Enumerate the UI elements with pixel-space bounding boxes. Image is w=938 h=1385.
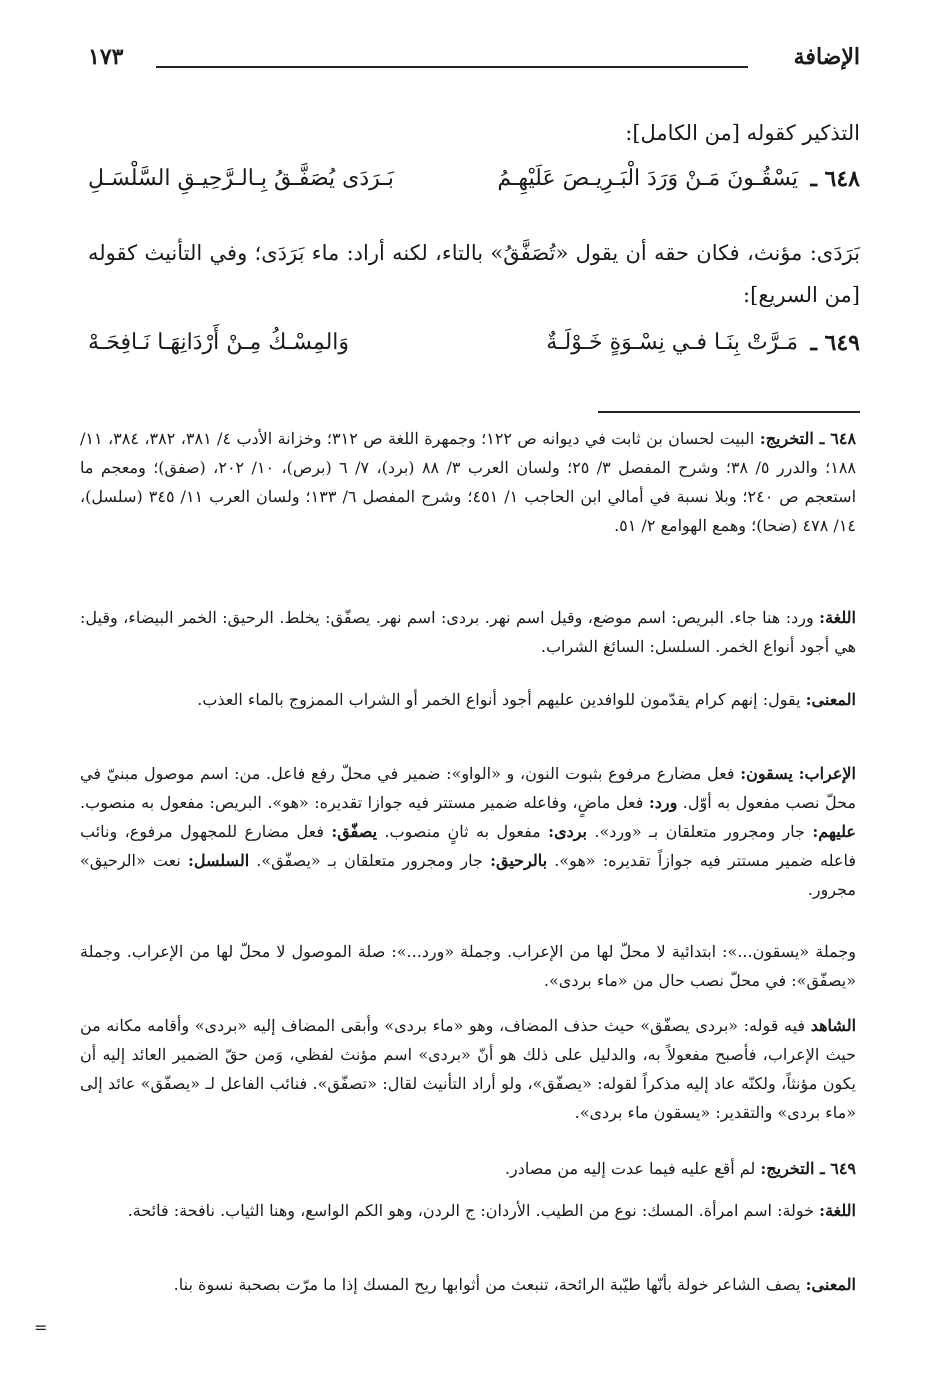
verse-number: ٦٤٩ ـ xyxy=(810,330,860,356)
footnote-label: الشاهد xyxy=(810,1016,857,1035)
intro-masculine: التذكير كقوله [من الكامل]: xyxy=(625,121,860,145)
verse-number: ٦٤٨ ـ xyxy=(810,166,860,192)
irab-term: بردى: xyxy=(548,822,587,841)
footnote-label: المعنى: xyxy=(805,1275,856,1294)
irab-term: يسقون: xyxy=(740,764,793,783)
irab-text: نعت «الرحيق» مجرور. xyxy=(80,851,856,899)
page-number: ١٧٣ xyxy=(88,44,124,70)
footnote-jumla: وجملة «يسقون...»: ابتدائية لا محلّ لها من الإعراب. وجملة «ورد...»: صلة الموصول لا محلّ لها من الإعراب. وجملة «يصفّق»: في محلّ نصب حال من «ماء بردى». xyxy=(80,942,856,990)
footnote-irab xyxy=(80,759,856,904)
margin-mark: = xyxy=(34,1318,48,1337)
footnote-text: فيه قوله: «بردى يصفّق» حيث حذف المضاف، وهو «ماء بردى» وأبقى المضاف إليه «بردى» وأقامه مكانه من حيث الإعراب، فأصبح مفعولاً به، والدليل على ذلك هو أنّ «بردى» اسم مؤنث لفظي، وَمن حقّ الضمير العائد إليه أن يكون مؤنثاً، ولكنّه عاد إليه مذكراً لقوله: «يصفّق»، ولو أراد التأنيث لقال: «تصفّق». فنائب الفاعل لـ «يصفّق» عائد إلى «ماء بردى» والتقدير: «يسقون ماء بردى». xyxy=(80,1016,856,1122)
irab-term: السلسل: xyxy=(187,851,250,870)
irab-term: ورد: xyxy=(648,793,678,812)
irab-text: فعل مضارع مرفوع بثبوت النون، و «الواو»: ضمير في محلّ رفع فاعل. من: اسم موصول مبنيّ في محلّ نصب مفعول به أوّل. xyxy=(80,764,856,812)
chapter-title: الإضافة xyxy=(793,44,860,70)
footnote-label: ٦٤٨ ـ التخريج: xyxy=(759,429,857,448)
footnote-mana-648 xyxy=(80,685,856,714)
footnote-text: ورد: هنا جاء. البريص: اسم موضع، وقيل اسم نهر. بردى: اسم نهر. يصفّق: يخلط. الرحيق: الخمر البيضاء، وقيل: هي أجود أنواع الخمر. السلسل: السائغ الشراب. xyxy=(80,608,856,656)
footnote-shahid xyxy=(80,1011,856,1127)
irab-text: جار ومجرور متعلقان بـ «ورد». xyxy=(594,822,805,841)
footnote-takhrij-649 xyxy=(80,1154,856,1183)
verse-hemistich-first: يَسْقُـونَ مَـنْ وَرَدَ الْبَـرِيـصَ عَلَيْهِـمُ xyxy=(497,166,798,191)
irab-text: جار ومجرور متعلقان بـ «يصفّق». xyxy=(256,851,483,870)
irab-term: بالرحيق: xyxy=(490,851,548,870)
irab-term: يصفّق: xyxy=(331,822,378,841)
footnote-text: يقول: إنهم كرام يقدّمون للوافدين عليهم أجود أنواع الخمر أو الشراب الممزوج بالماء العذب. xyxy=(197,690,801,709)
footnote-label: اللغة: xyxy=(819,608,856,627)
irab-text: فعل ماضٍ، وفاعله ضمير مستتر فيه جوازا تقديره: «هو». البريص: مفعول به منصوب. xyxy=(80,793,644,812)
verse-648 xyxy=(88,166,860,206)
footnote-separator xyxy=(598,411,860,413)
footnote-label: المعنى: xyxy=(805,690,856,709)
footnote-text: خولة: اسم امرأة. المسك: نوع من الطيب. الأردان: ج الردن، وهو الكم الواسع، وهنا الثياب. نافحة: فائحة. xyxy=(127,1201,815,1220)
irab-term: عليهم: xyxy=(812,822,856,841)
verse-hemistich-first: مَـرَّتْ بِنَـا فـي نِسْـوَةٍ خَـوْلَـةٌ xyxy=(546,330,798,355)
footnote-label: الإعراب: xyxy=(798,764,856,783)
footnote-label: ٦٤٩ ـ التخريج: xyxy=(760,1159,856,1178)
footnote-lugha-649 xyxy=(80,1196,856,1225)
page-header xyxy=(88,44,860,80)
verse-hemistich-second: بَـرَدَى يُصَفَّـقُ بِـالـرَّحِيـقِ السَّلْسَـلِ xyxy=(88,166,394,191)
footnote-text: البيت لحسان بن ثابت في ديوانه ص ١٢٢؛ وجمهرة اللغة ص ٣١٢؛ وخزانة الأدب ٤/ ٣٨١، ٣٨٢، ٣٨٤، ١١/ ١٨٨؛ والدرر ٥/ ٣٨؛ وشرح المفصل ٣/ ٢٥؛ ولسان العرب ٣/ ٨٨ (برد)، ٧/ ٦ (برص)، ١٠/ ٢٠٢، (صفق)؛ ومعجم ما استعجم ص ٢٤٠؛ وبلا نسبة في أمالي ابن الحاجب ١/ ٤٥١؛ وشرح المفصل ٦/ ١٣٣؛ ولسان العرب ١١/ ٣٤٥ (سلسل)، ١٤/ ٤٧٨ (ضحا)؛ وهمع الهوامع ٢/ ٥١. xyxy=(80,429,857,535)
irab-text: فعل مضارع للمجهول مرفوع، ونائب فاعله ضمير مستتر فيه جوازاً تقديره: «هو». xyxy=(80,822,856,870)
verse-649 xyxy=(88,330,860,370)
verse-hemistich-second: وَالمِسْـكُ مِـنْ أَرْدَانِهَـا نَـافِحَـهْ xyxy=(88,330,350,355)
irab-text: مفعول به ثانٍ منصوب. xyxy=(384,822,541,841)
footnote-text: يصف الشاعر خولة بأنّها طيّبة الرائحة، تنبعث من أثوابها ريح المسك إذا ما مرّت بصحبة نسوة بنا. xyxy=(173,1275,801,1294)
footnote-mana-649 xyxy=(80,1270,856,1299)
header-rule xyxy=(156,66,748,68)
explanation-paragraph: بَرَدَى: مؤنث، فكان حقه أن يقول «تُصَفَّقُ» بالتاء، لكنه أراد: ماء بَرَدَى؛ وفي التأنيث كقوله [من السريع]: xyxy=(88,241,860,307)
footnote-takhrij-648 xyxy=(80,424,856,540)
footnote-text: لم أقع عليه فيما عدت إليه من مصادر. xyxy=(504,1159,756,1178)
footnote-label: اللغة: xyxy=(819,1201,856,1220)
footnote-lugha-648 xyxy=(80,603,856,661)
